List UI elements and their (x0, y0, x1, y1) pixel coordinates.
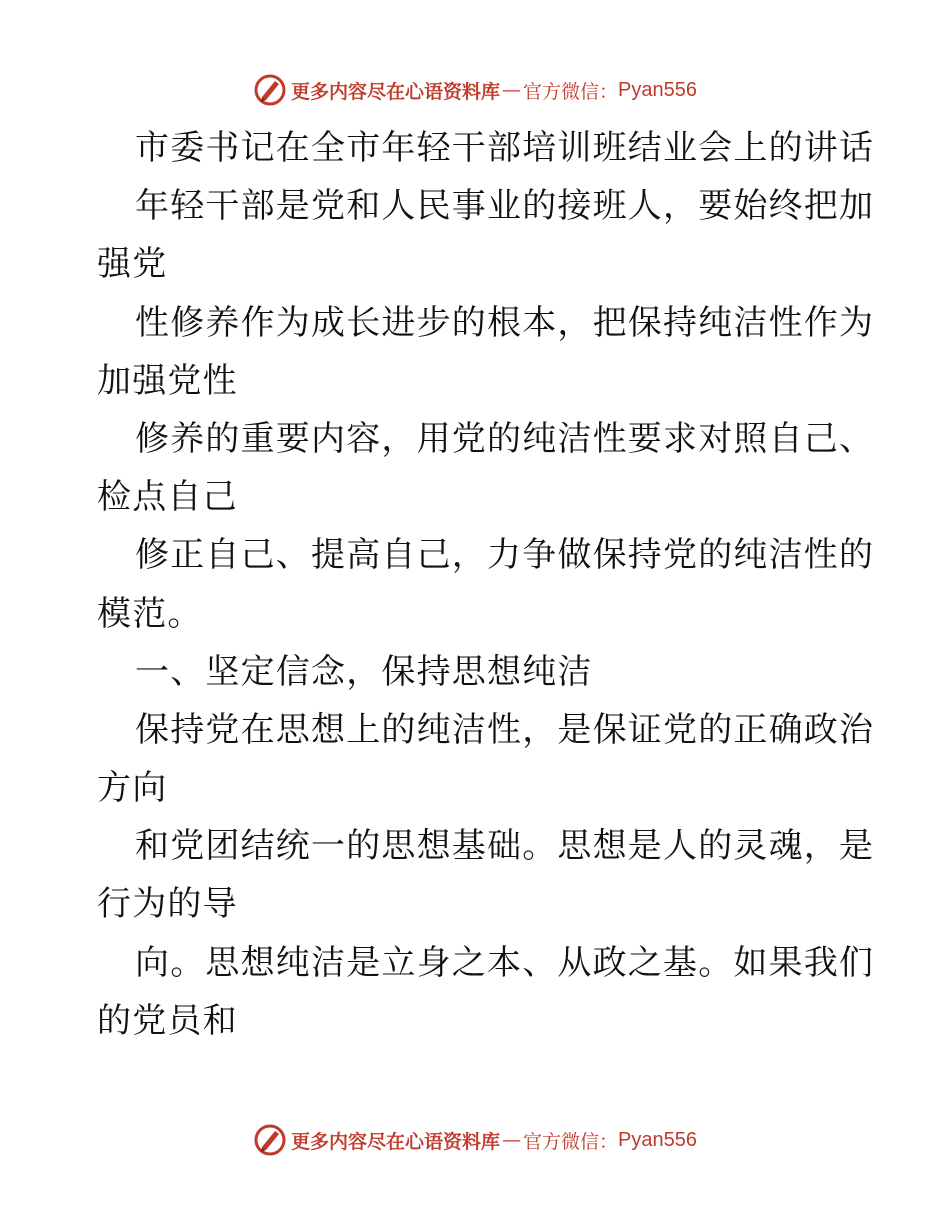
text-line: 修养的重要内容，用党的纯洁性要求对照自己、 (135, 418, 875, 459)
text-line: 强党 (97, 244, 168, 285)
document-body (97, 119, 875, 1050)
text-line: 的党员和 (97, 1000, 238, 1041)
banner-dash: — (502, 79, 522, 101)
text-line: 检点自己 (97, 477, 238, 518)
text-line: 方向 (97, 768, 168, 809)
text-line: 保持党在思想上的纯洁性，是保证党的正确政治 (135, 709, 875, 750)
text-line: 性修养作为成长进步的根本，把保持纯洁性作为 (135, 302, 875, 343)
text-line: 年轻干部是党和人民事业的接班人，要始终把加 (135, 186, 875, 227)
pen-logo-icon (253, 1123, 287, 1157)
banner-title: 更多内容尽在心语资料库 (291, 80, 501, 103)
text-line: 行为的导 (97, 884, 238, 925)
text-line: 修正自己、提高自己，力争做保持党的纯洁性的 (135, 535, 875, 576)
text-line: 市委书记在全市年轻干部培训班结业会上的讲话 (135, 128, 875, 168)
banner-wechat-label: 官方微信： (523, 1130, 619, 1153)
banner-wechat-id: Pyan556 (618, 1128, 697, 1151)
text-line: 和党团结统一的思想基础。思想是人的灵魂，是 (135, 826, 875, 867)
banner-wechat-id: Pyan556 (618, 78, 697, 101)
text-line: 加强党性 (97, 360, 238, 401)
text-line: 向。思想纯洁是立身之本、从政之基。如果我们 (135, 942, 875, 983)
footer-banner (0, 1120, 950, 1160)
banner-wechat-label: 官方微信： (523, 80, 619, 103)
pen-logo-icon (253, 73, 287, 107)
header-banner (0, 70, 950, 110)
banner-title: 更多内容尽在心语资料库 (291, 1130, 501, 1153)
banner-dash: — (502, 1129, 522, 1151)
text-line: 一、坚定信念，保持思想纯洁 (135, 651, 593, 692)
text-line: 模范。 (97, 593, 203, 634)
